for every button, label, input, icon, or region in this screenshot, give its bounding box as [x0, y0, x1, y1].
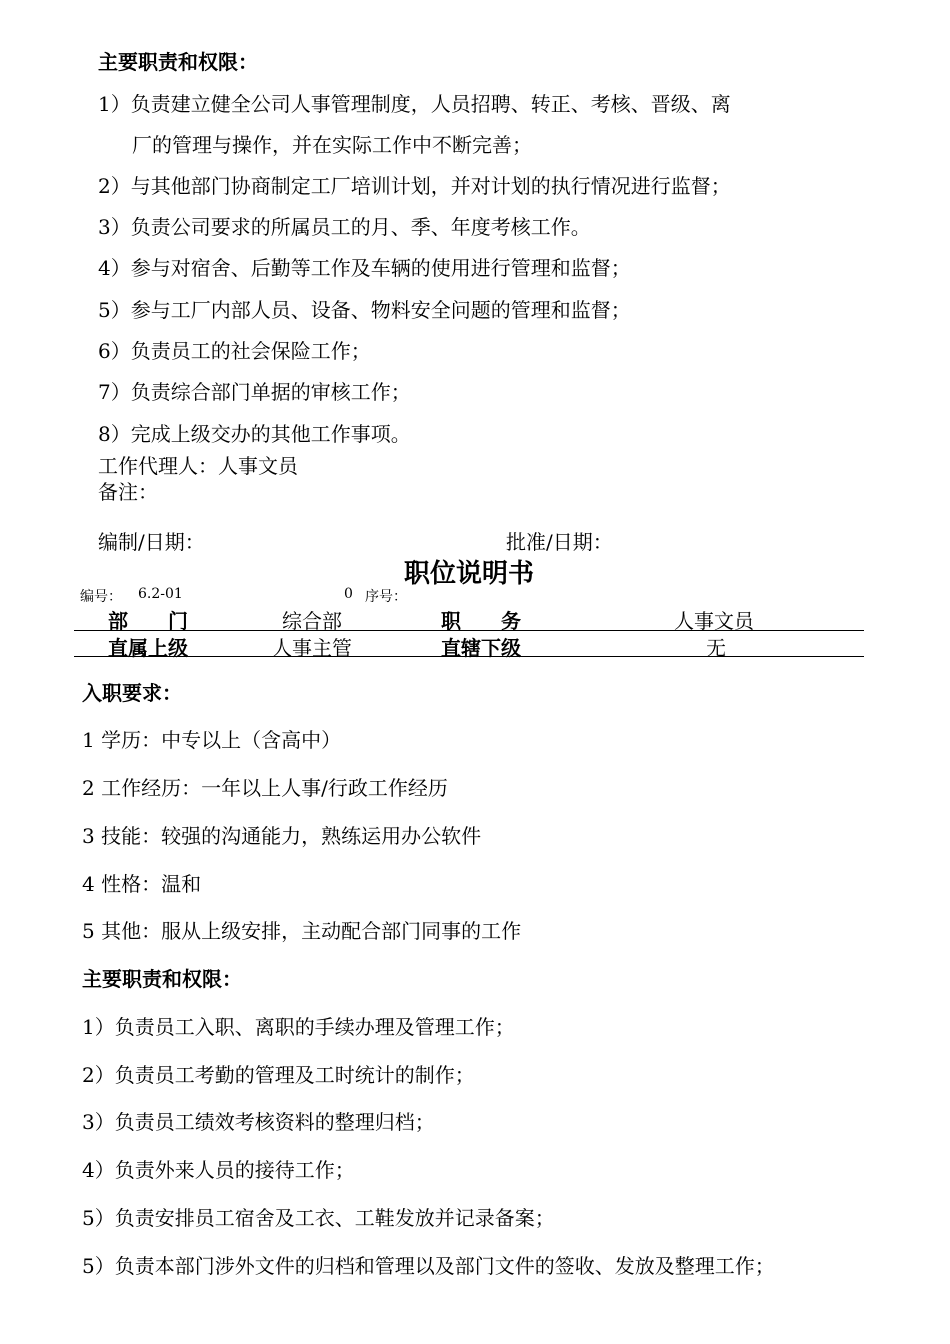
requirement-item: 2 工作经历：一年以上人事/行政工作经历 — [82, 776, 448, 800]
subordinate-label: 直辖下级 — [441, 636, 521, 660]
duty-item: 8）完成上级交办的其他工作事项。 — [98, 422, 411, 446]
duty-item: 4）负责外来人员的接待工作； — [82, 1158, 355, 1182]
seq-label: 序号： — [365, 589, 407, 605]
duty-item: 1）负责员工入职、离职的手续办理及管理工作； — [82, 1015, 515, 1039]
table-bottom-border — [74, 656, 864, 657]
duty-item: 5）负责本部门涉外文件的归档和管理以及部门文件的签收、发放及整理工作； — [82, 1254, 775, 1278]
duty-item: 7）负责综合部门单据的审核工作； — [98, 380, 411, 404]
dept-label: 部 门 — [108, 609, 188, 633]
superior-value: 人事主管 — [272, 636, 352, 660]
duty-item: 3）负责公司要求的所属员工的月、季、年度考核工作。 — [98, 215, 591, 239]
duty-item: 2）与其他部门协商制定工厂培训计划，并对计划的执行情况进行监督； — [98, 174, 731, 198]
duties-heading: 主要职责和权限： — [82, 967, 242, 991]
post-value: 人事文员 — [674, 609, 754, 633]
remark-line: 备注： — [98, 480, 158, 504]
duty-item: 5）参与工厂内部人员、设备、物料安全问题的管理和监督； — [98, 298, 631, 322]
post-label: 职 务 — [441, 609, 521, 633]
page-title: 职位说明书 — [404, 559, 535, 589]
requirement-item: 3 技能：较强的沟通能力，熟练运用办公软件 — [82, 824, 482, 848]
zero-value: 0 — [344, 586, 353, 602]
compiled-date: 编制/日期： — [98, 530, 205, 554]
duty-item: 3）负责员工绩效考核资料的整理归档； — [82, 1110, 435, 1134]
duty-item: 厂的管理与操作，并在实际工作中不断完善； — [132, 133, 532, 157]
dept-value: 综合部 — [282, 609, 342, 633]
requirement-item: 5 其他：服从上级安排，主动配合部门同事的工作 — [82, 919, 522, 943]
agent-line: 工作代理人：人事文员 — [98, 454, 298, 478]
section1-heading: 主要职责和权限： — [98, 50, 258, 74]
subordinate-value: 无 — [706, 636, 726, 660]
requirements-heading: 入职要求： — [82, 681, 182, 705]
duty-item: 5）负责安排员工宿舍及工衣、工鞋发放并记录备案； — [82, 1206, 555, 1230]
duty-item: 4）参与对宿舍、后勤等工作及车辆的使用进行管理和监督； — [98, 256, 631, 280]
table-divider — [74, 630, 864, 631]
duty-item: 2）负责员工考勤的管理及工时统计的制作； — [82, 1063, 475, 1087]
approved-date: 批准/日期： — [506, 530, 613, 554]
duty-item: 1）负责建立健全公司人事管理制度，人员招聘、转正、考核、晋级、离 — [98, 92, 731, 116]
requirement-item: 4 性格：温和 — [82, 872, 202, 896]
duty-item: 6）负责员工的社会保险工作； — [98, 339, 371, 363]
code-label: 编号： — [80, 589, 122, 605]
code-value: 6.2-01 — [138, 586, 183, 602]
requirement-item: 1 学历：中专以上（含高中） — [82, 728, 342, 752]
superior-label: 直属上级 — [108, 636, 188, 660]
